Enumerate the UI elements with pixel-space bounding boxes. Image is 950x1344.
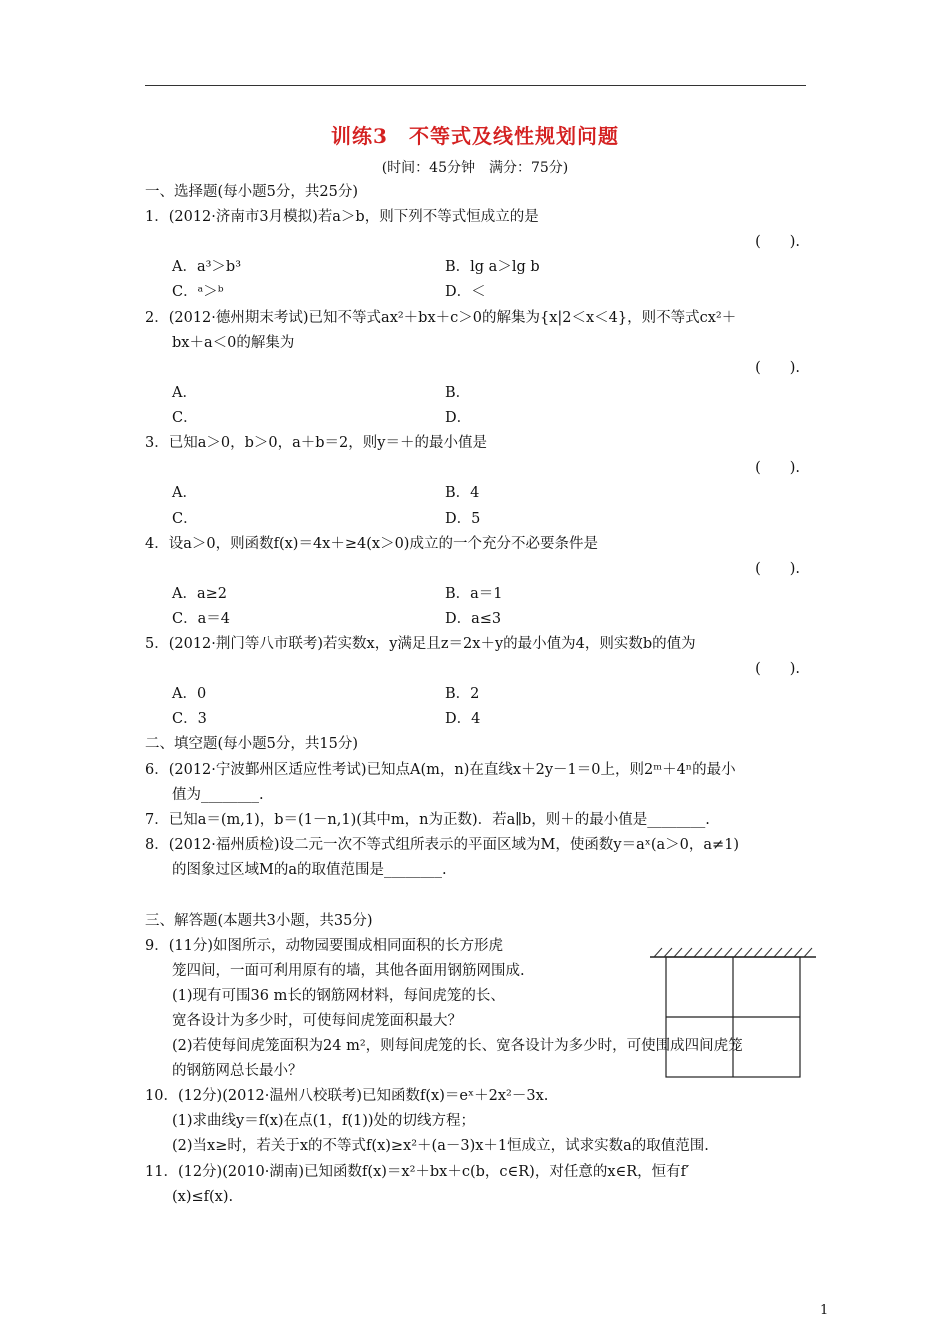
section-heading-solve: 三、解答题(本题共3小题，共35分) — [145, 913, 373, 929]
q4-answer-blank: ( ). — [755, 561, 800, 577]
q3-option-d: D．5 — [445, 511, 481, 527]
section-heading-choice: 一、选择题(每小题5分，共25分) — [145, 184, 358, 200]
q3-answer-blank: ( ). — [755, 460, 800, 476]
q2-answer-blank: ( ). — [755, 360, 800, 376]
q6-line2: 值为________. — [172, 787, 264, 803]
q7-line1: 7．已知a＝(m,1)，b＝(1－n,1)(其中m，n为正数)．若a∥b，则＋的最小值是________. — [145, 812, 710, 828]
q11-line2: (x)≤f(x). — [172, 1189, 234, 1205]
header-rule — [145, 85, 806, 86]
q5-option-a: A．0 — [172, 686, 207, 702]
q2-option-a: A． — [172, 385, 197, 401]
q5-option-d: D．4 — [445, 711, 481, 727]
q9-line5: (2)若使每间虎笼面积为24 m²，则每间虎笼的长、宽各设计为多少时，可使围成四间虎笼 — [172, 1038, 743, 1054]
q10-line1: 10．(12分)(2012·温州八校联考)已知函数f(x)＝eˣ＋2x²－3x. — [145, 1088, 549, 1104]
wall-hatching — [654, 948, 812, 957]
q2-option-b: B． — [445, 385, 471, 401]
q9-line4: 宽各设计为多少时，可使每间虎笼面积最大？ — [172, 1013, 462, 1029]
q3-option-b: B．4 — [445, 485, 480, 501]
q2-stem-line1: 2．(2012·德州期末考试)已知不等式ax²＋bx＋c＞0的解集为{x|2＜x＜4}，则不等式cx²＋ — [145, 310, 737, 326]
q1-option-d: D．＜ — [445, 284, 486, 300]
q5-option-c: C．3 — [172, 711, 207, 727]
q9-line2: 笼四间，一面可利用原有的墙，其他各面用钢筋网围成. — [172, 963, 525, 979]
q11-line1: 11．(12分)(2010·湖南)已知函数f(x)＝x²＋bx＋c(b，c∈R)，对任意的x∈R，恒有f′ — [145, 1164, 690, 1180]
page-number: 1 — [820, 1303, 829, 1318]
q3-stem: 3．已知a＞0，b＞0，a＋b＝2，则y＝＋的最小值是 — [145, 435, 487, 451]
q4-option-b: B．a＝1 — [445, 586, 503, 602]
q4-option-c: C．a＝4 — [172, 611, 230, 627]
q1-option-a: A．a³＞b³ — [172, 259, 242, 275]
q6-line1: 6．(2012·宁波鄞州区适应性考试)已知点A(m，n)在直线x＋2y－1＝0上，则2ᵐ＋4ⁿ的最小 — [145, 762, 736, 778]
q2-option-c: C． — [172, 410, 198, 426]
tiger-cage-figure — [650, 945, 820, 1085]
q10-line2: (1)求曲线y＝f(x)在点(1，f(1))处的切线方程； — [172, 1113, 476, 1129]
page-subtitle: (时间：45分钟 满分：75分) — [381, 160, 569, 176]
q1-option-b: B．lg a＞lg b — [445, 259, 540, 275]
q9-line3: (1)现有可围36 m长的钢筋网材料，每间虎笼的长、 — [172, 988, 505, 1004]
q8-line2: 的图象过区域M的a的取值范围是________. — [172, 862, 447, 878]
q5-option-b: B．2 — [445, 686, 480, 702]
q5-stem: 5．(2012·荆门等八市联考)若实数x，y满足且z＝2x＋y的最小值为4，则实数b的值为 — [145, 636, 696, 652]
q5-answer-blank: ( ). — [755, 661, 800, 677]
section-heading-fill: 二、填空题(每小题5分，共15分) — [145, 736, 358, 752]
q10-line3: (2)当x≥时，若关于x的不等式f(x)≥x²＋(a－3)x＋1恒成立，试求实数a的取值范围. — [172, 1138, 709, 1154]
q1-stem: 1．(2012·济南市3月模拟)若a＞b，则下列不等式恒成立的是 — [145, 209, 539, 225]
page-title: 训练3 不等式及线性规划问题 — [331, 124, 619, 148]
q8-line1: 8．(2012·福州质检)设二元一次不等式组所表示的平面区域为M，使函数y＝aˣ(a＞0，a≠1) — [145, 837, 740, 853]
q9-line6: 的钢筋网总长最小？ — [172, 1063, 303, 1079]
q4-option-a: A．a≥2 — [172, 586, 227, 602]
q1-option-c: C．ᵃ＞ᵇ — [172, 284, 224, 300]
q1-answer-blank: ( ). — [755, 234, 800, 250]
q2-option-d: D． — [445, 410, 472, 426]
q3-option-c: C． — [172, 511, 198, 527]
q9-line1: 9．(11分)如图所示，动物园要围成相同面积的长方形虎 — [145, 938, 503, 954]
q2-stem-line2: bx＋a＜0的解集为 — [172, 335, 295, 351]
q4-option-d: D．a≤3 — [445, 611, 502, 627]
q3-option-a: A． — [172, 485, 197, 501]
q4-stem: 4．设a＞0，则函数f(x)＝4x＋≥4(x＞0)成立的一个充分不必要条件是 — [145, 536, 598, 552]
